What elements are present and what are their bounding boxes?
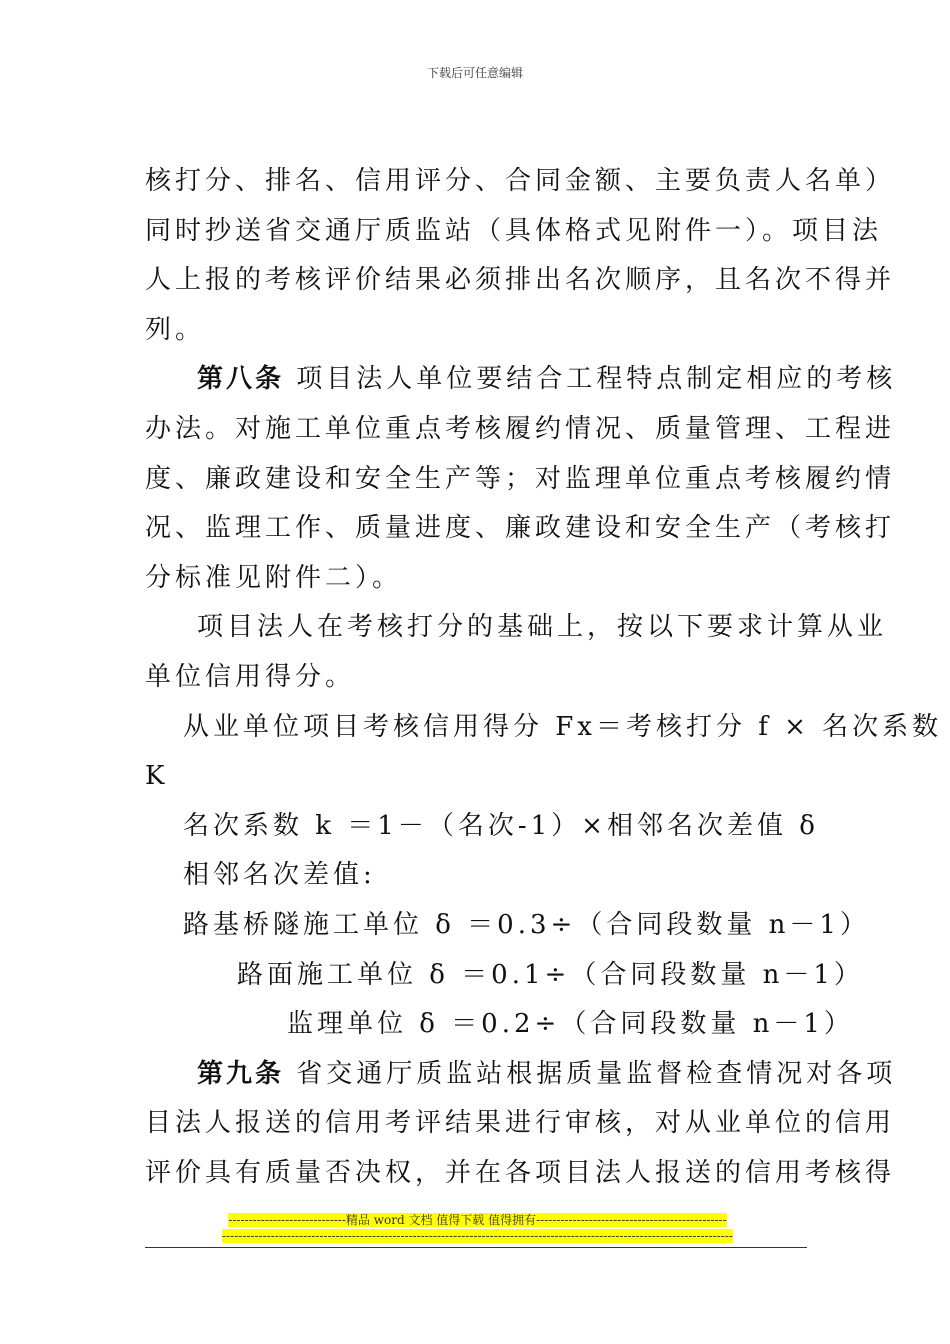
text-line: 列。 <box>145 314 206 345</box>
article-9-paragraph <box>145 1050 897 1100</box>
text-line: 核打分、排名、信用评分、合同金额、主要负责人名单） <box>145 166 896 196</box>
footer-dashes-text: ------------------------------------------------------------------------------------------------------------------------------ <box>222 1229 733 1243</box>
footer-rule <box>145 1247 807 1248</box>
footer-banner-text: -----------------------------精品 word 文档 值得下载 值得拥有----------------------------------------------- <box>228 1213 727 1227</box>
footer-dashes <box>145 1228 810 1244</box>
article-8-heading: 第八条 <box>197 364 285 395</box>
document-body <box>145 157 943 1198</box>
text-line: 项目法人单位要结合工程特点制定相应的考核 <box>296 364 897 395</box>
formula-line: 监理单位 δ ＝0.2÷（合同段数量 n－1） <box>287 1009 854 1040</box>
formula-line: 从业单位项目考核信用得分 Fx＝考核打分 f × 名次系数 <box>183 711 943 742</box>
text-line: 度、廉政建设和安全生产等；对监理单位重点考核履约情 <box>145 463 896 494</box>
text-line: 目法人报送的信用考评结果进行审核，对从业单位的信用 <box>145 1108 896 1139</box>
text-line: 同时抄送省交通厅质监站（具体格式见附件一）。项目法 <box>145 215 883 246</box>
text-line: 办法。对施工单位重点考核履约情况、质量管理、工程进 <box>145 413 896 444</box>
text-line: 分标准见附件二）。 <box>145 562 403 593</box>
formula-line: 路基桥隧施工单位 δ ＝0.3÷（合同段数量 n－1） <box>183 909 870 940</box>
article-9-heading: 第九条 <box>197 1058 285 1089</box>
text-line: 项目法人在考核打分的基础上，按以下要求计算从业 <box>197 612 888 643</box>
text-line: 评价具有质量否决权，并在各项目法人报送的信用考核得 <box>145 1157 896 1188</box>
formula-line: 路面施工单位 δ ＝0.1÷（合同段数量 n－1） <box>237 959 864 990</box>
text-line: 省交通厅质监站根据质量监督检查情况对各项 <box>296 1058 897 1089</box>
text-line: 相邻名次差值: <box>183 860 376 891</box>
text-line: 况、监理工作、质量进度、廉政建设和安全生产（考核打 <box>145 513 896 544</box>
page-header: 下载后可任意编辑 <box>426 66 523 80</box>
footer-banner <box>145 1212 810 1228</box>
text-line: 单位信用得分。 <box>145 661 356 692</box>
article-8-paragraph <box>145 355 897 405</box>
formula-line: K <box>145 761 169 792</box>
formula-line: 名次系数 k ＝1－（名次-1）×相邻名次差值 δ <box>183 810 819 841</box>
text-line: 人上报的考核评价结果必须排出名次顺序，且名次不得并 <box>145 265 896 296</box>
